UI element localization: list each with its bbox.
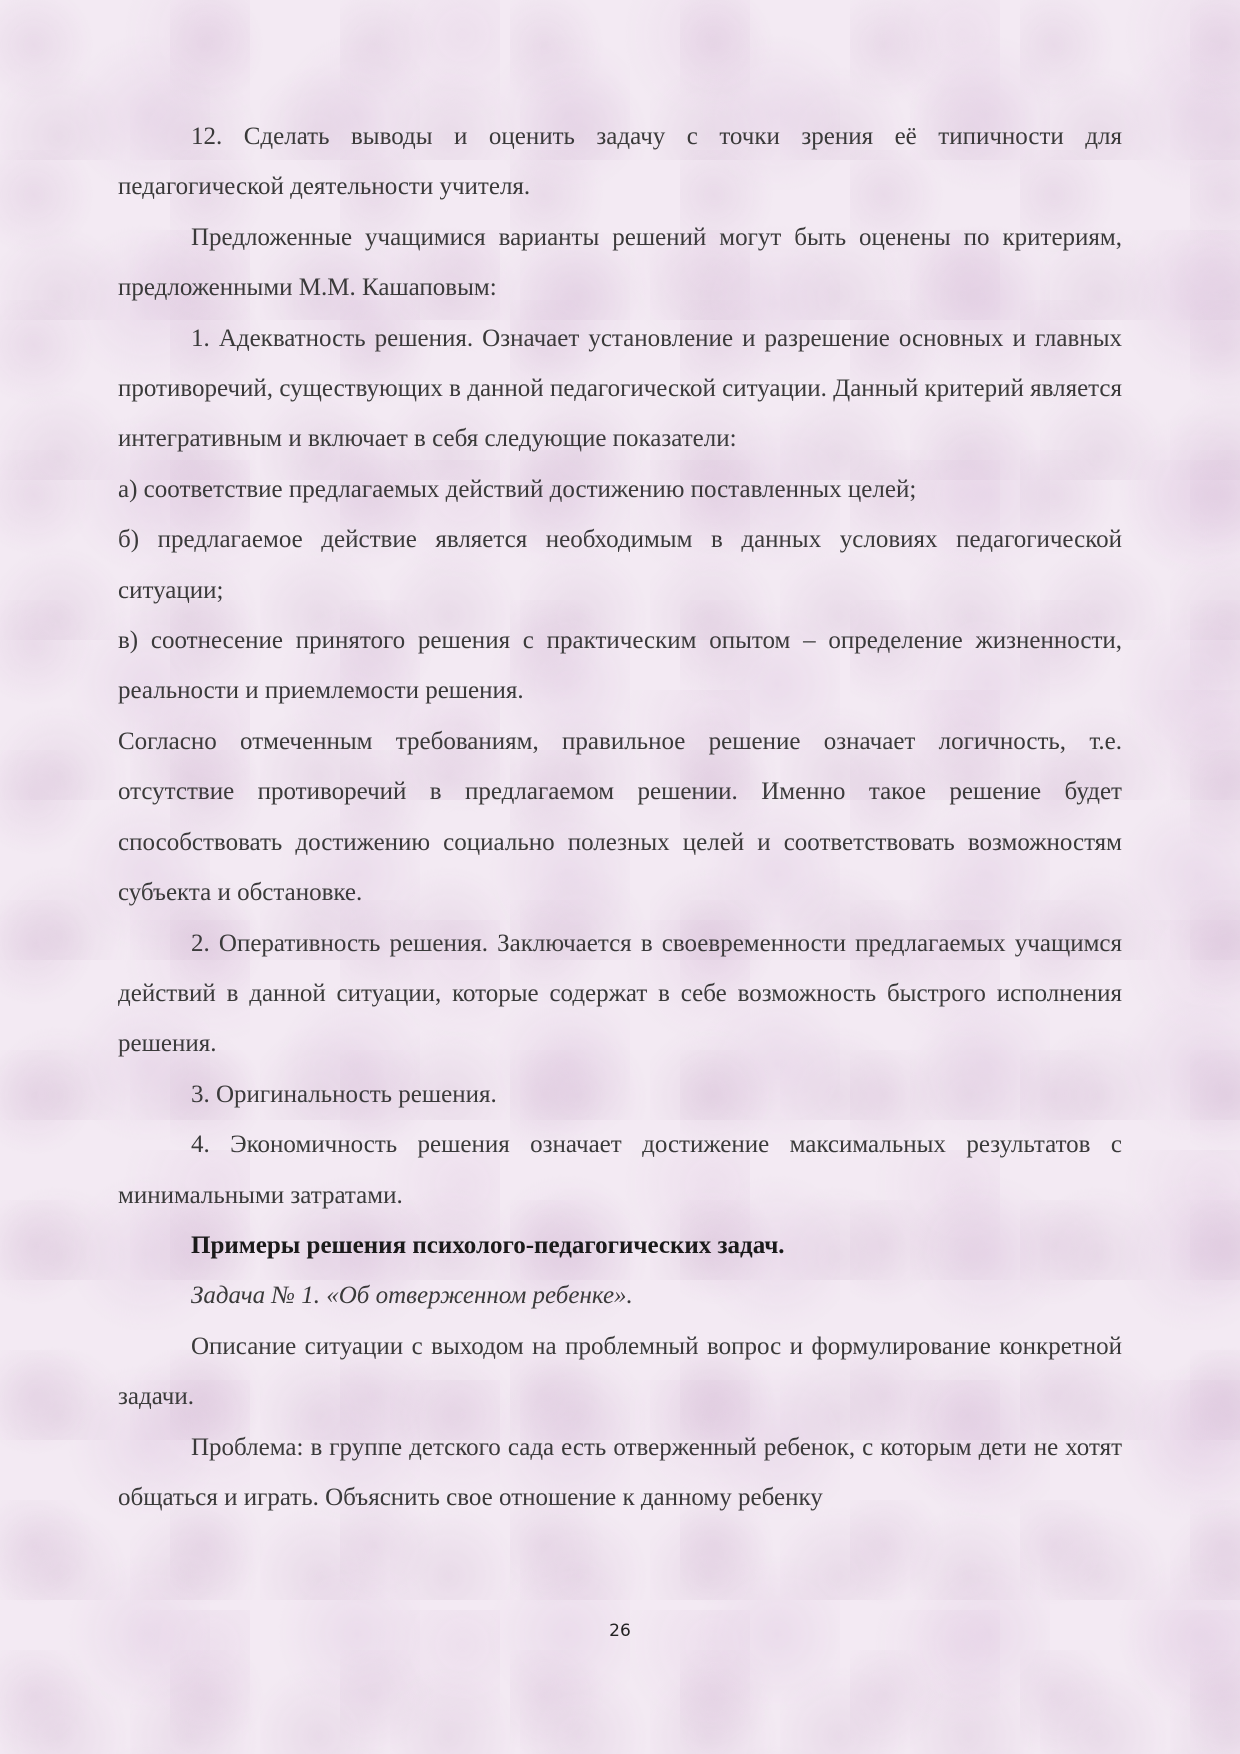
paragraph-originality: 3. Оригинальность решения.	[191, 1080, 497, 1108]
paragraph-economy: 4. Экономичность решения означает достижение максимальных результатов с минимальными затратами.	[118, 1131, 1122, 1209]
section-heading: Примеры решения психолого-педагогических задач.	[191, 1231, 785, 1259]
paragraph-situation: Описание ситуации с выходом на проблемный вопрос и формулирование конкретной задачи.	[118, 1332, 1122, 1411]
page-number: 26	[609, 1621, 631, 1641]
task-title: Задача № 1. «Об отверженном ребенке».	[191, 1282, 633, 1310]
list-item-v: в) соотнесение принятого решения с практическим опытом – определение жизненности, реальности и приемлемости решения.	[118, 627, 1122, 705]
list-item-a: а) соответствие предлагаемых действий достижению поставленных целей;	[118, 475, 917, 503]
page-body	[118, 112, 1122, 1523]
paragraph-efficiency: 2. Оперативность решения. Заключается в своевременности предлагаемых учащимся действий в данной ситуации, которые содержат в себе возможность быстрого исполнения решения.	[118, 929, 1122, 1058]
paragraph-conclusions: 12. Сделать выводы и оценить задачу с точки зрения её типичности для педагогической деятельности учителя.	[118, 123, 1122, 201]
paragraph-criteria-intro: Предложенные учащимися варианты решений могут быть оценены по критериям, предложенными М.М. Кашаповым:	[118, 223, 1122, 302]
paragraph-logic: Согласно отмеченным требованиям, правильное решение означает логичность, т.е. отсутствие противоречий в предлагаемом решении. Именно такое решение будет способствовать достижению социально полезных целей и соответствовать возможностям субъекта и обстановке.	[118, 727, 1122, 907]
paragraph-adequacy: 1. Адекватность решения. Означает установление и разрешение основных и главных противоречий, существующих в данной педагогической ситуации. Данный критерий является интегративным и включает в себя следующие показатели:	[118, 324, 1122, 453]
list-item-b: б) предлагаемое действие является необходимым в данных условиях педагогической ситуации;	[118, 526, 1122, 604]
paragraph-problem: Проблема: в группе детского сада есть отверженный ребенок, с которым дети не хотят общаться и играть. Объяснить свое отношение к данному ребенку	[118, 1433, 1122, 1511]
